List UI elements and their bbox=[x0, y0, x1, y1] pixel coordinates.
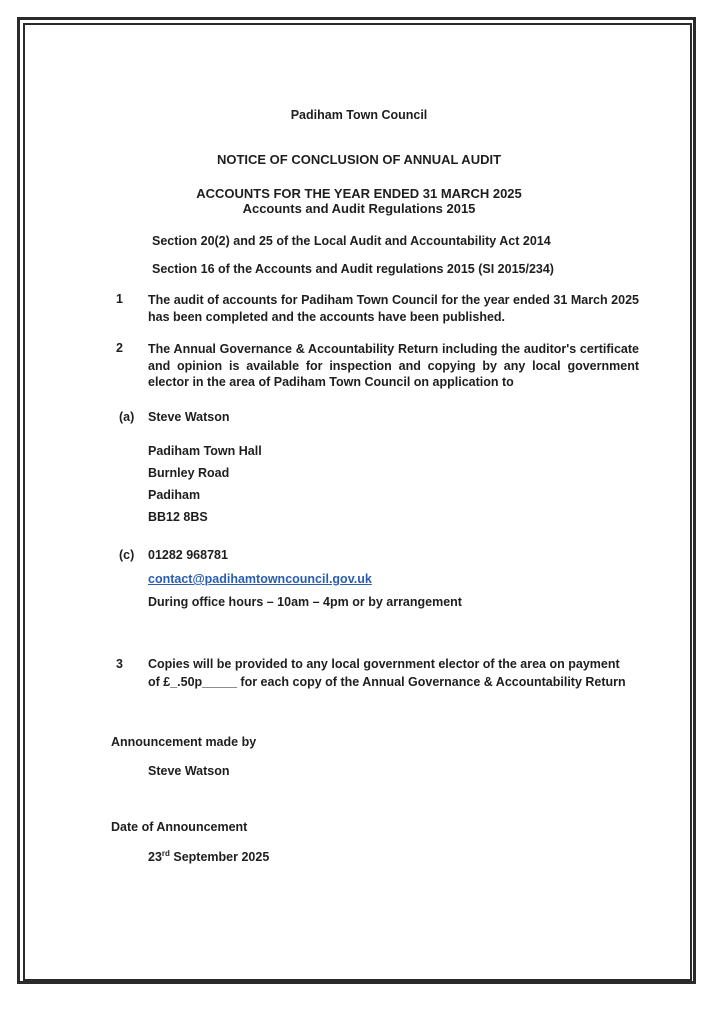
address-line-1: Padiham Town Hall bbox=[148, 444, 262, 458]
item-text-3-line-2: of £_.50p_____ for each copy of the Annual Governance & Accountability Return bbox=[148, 675, 626, 689]
item-text-1: The audit of accounts for Padiham Town Council for the year ended 31 March 2025 has been completed and the accounts have been published. bbox=[148, 293, 639, 324]
contact-label-a: (a) bbox=[119, 410, 135, 424]
item-number-3: 3 bbox=[116, 657, 123, 671]
announcer-name: Steve Watson bbox=[148, 764, 230, 778]
regulations-title: Accounts and Audit Regulations 2015 bbox=[242, 201, 476, 216]
announcement-label: Announcement made by bbox=[111, 735, 257, 749]
item-text-2: The Annual Governance & Accountability Return including the auditor's certificate and opinion is available for inspection and copying by any local government elector in the area of Padiham Town Council on application to bbox=[148, 342, 639, 389]
date-suffix: rd bbox=[161, 849, 170, 858]
date-month-year: September 2025 bbox=[169, 850, 270, 864]
organization-name: Padiham Town Council bbox=[290, 108, 428, 122]
address-line-2: Burnley Road bbox=[148, 466, 230, 480]
date-day: 23 bbox=[148, 850, 162, 864]
item-number-1: 1 bbox=[116, 292, 123, 306]
section-line-regs-2015: Section 16 of the Accounts and Audit regulations 2015 (SI 2015/234) bbox=[152, 262, 554, 276]
contact-phone: 01282 968781 bbox=[148, 548, 228, 562]
contact-label-c: (c) bbox=[119, 548, 135, 562]
contact-name: Steve Watson bbox=[148, 410, 230, 424]
item-number-2: 2 bbox=[116, 341, 123, 355]
address-line-3: Padiham bbox=[148, 488, 201, 502]
item-text-3-line-1: Copies will be provided to any local government elector of the area on payment bbox=[148, 657, 620, 671]
address-postcode: BB12 8BS bbox=[148, 510, 208, 524]
announcement-date bbox=[148, 849, 269, 864]
date-label: Date of Announcement bbox=[111, 820, 248, 834]
accounts-title: ACCOUNTS FOR THE YEAR ENDED 31 MARCH 2025 bbox=[196, 186, 522, 201]
section-line-act-2014: Section 20(2) and 25 of the Local Audit and Accountability Act 2014 bbox=[152, 234, 551, 248]
notice-title: NOTICE OF CONCLUSION OF ANNUAL AUDIT bbox=[216, 152, 502, 167]
contact-email-link[interactable]: contact@padihamtowncouncil.gov.uk bbox=[148, 572, 372, 586]
office-hours: During office hours – 10am – 4pm or by arrangement bbox=[148, 595, 462, 609]
